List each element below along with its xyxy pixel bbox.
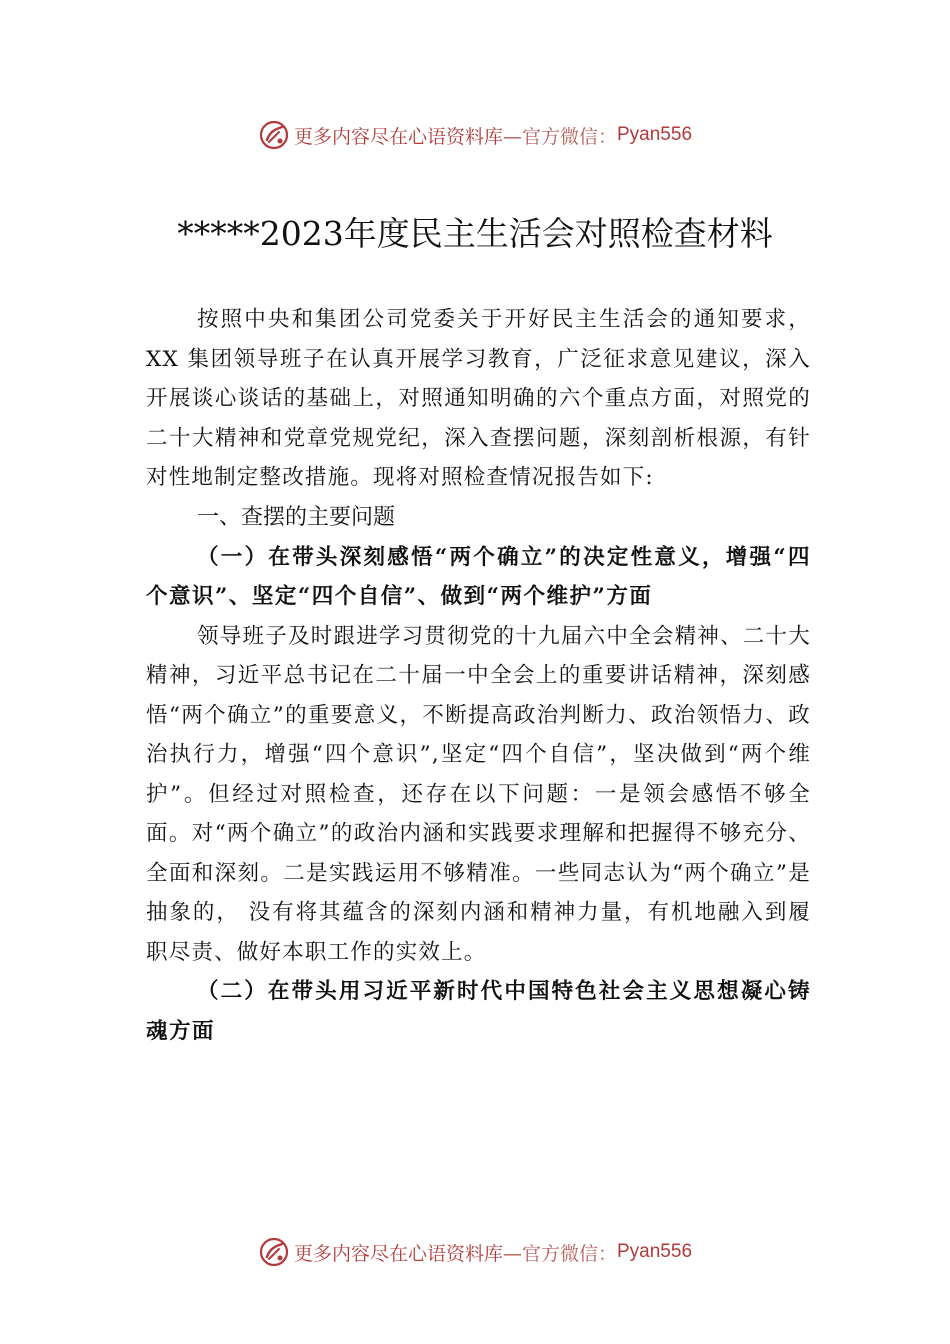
watermark-separator: —官方微信： (502, 125, 617, 148)
document-title: *****2023年度民主生活会对照检查材料 (177, 214, 773, 253)
watermark-text: 更多内容尽在心语资料库 (293, 1242, 503, 1265)
document-body (146, 300, 811, 1051)
subsection-paragraph: 领导班子及时跟进学习贯彻党的十九届六中全会精神、二十大精神，习近平总书记在二十届一中全会上的重要讲话精神，深刻感悟“两个确立”的重要意义，不断提高政治判断力、政治领悟力、政治执行力，增强“四个意识”,坚定“四个自信”，坚决做到“两个维护”。但经过对照检查，还存在以下问题：一是领会感悟不够全面。对“两个确立”的政治内涵和实践要求理解和把握得不够充分、全面和深刻。二是实践运用不够精准。一些同志认为“两个确立”是抽象的， 没有将其蕴含的深刻内涵和精神力量，有机地融入到履职尽责、做好本职工作的实效上。 (146, 623, 811, 965)
header-watermark (0, 117, 950, 153)
seal-logo-icon (258, 119, 290, 151)
seal-logo-icon (258, 1236, 290, 1268)
watermark-wechat-id: Pyan556 (617, 1241, 693, 1262)
watermark-wechat-id: Pyan556 (617, 124, 693, 145)
watermark-text: 更多内容尽在心语资料库 (293, 125, 503, 148)
watermark-separator: —官方微信： (502, 1242, 617, 1265)
intro-paragraph: 按照中央和集团公司党委关于开好民主生活会的通知要求，XX 集团领导班子在认真开展学习教育，广泛征求意见建议，深入开展谈心谈话的基础上，对照通知明确的六个重点方面，对照党的二十大精神和党章党规党纪，深入查摆问题，深刻剖析根源，有针对性地制定整改措施。现将对照检查情况报告如下: (146, 307, 811, 490)
section-heading: 一、查摆的主要问题 (197, 504, 396, 530)
subsection-heading: （二）在带头用习近平新时代中国特色社会主义思想凝心铸魂方面 (146, 979, 811, 1044)
footer-watermark (0, 1234, 950, 1270)
subsection-heading: （一）在带头深刻感悟“两个确立”的决定性意义，增强“四个意识”、坚定“四个自信”、做到“两个维护”方面 (146, 544, 811, 609)
